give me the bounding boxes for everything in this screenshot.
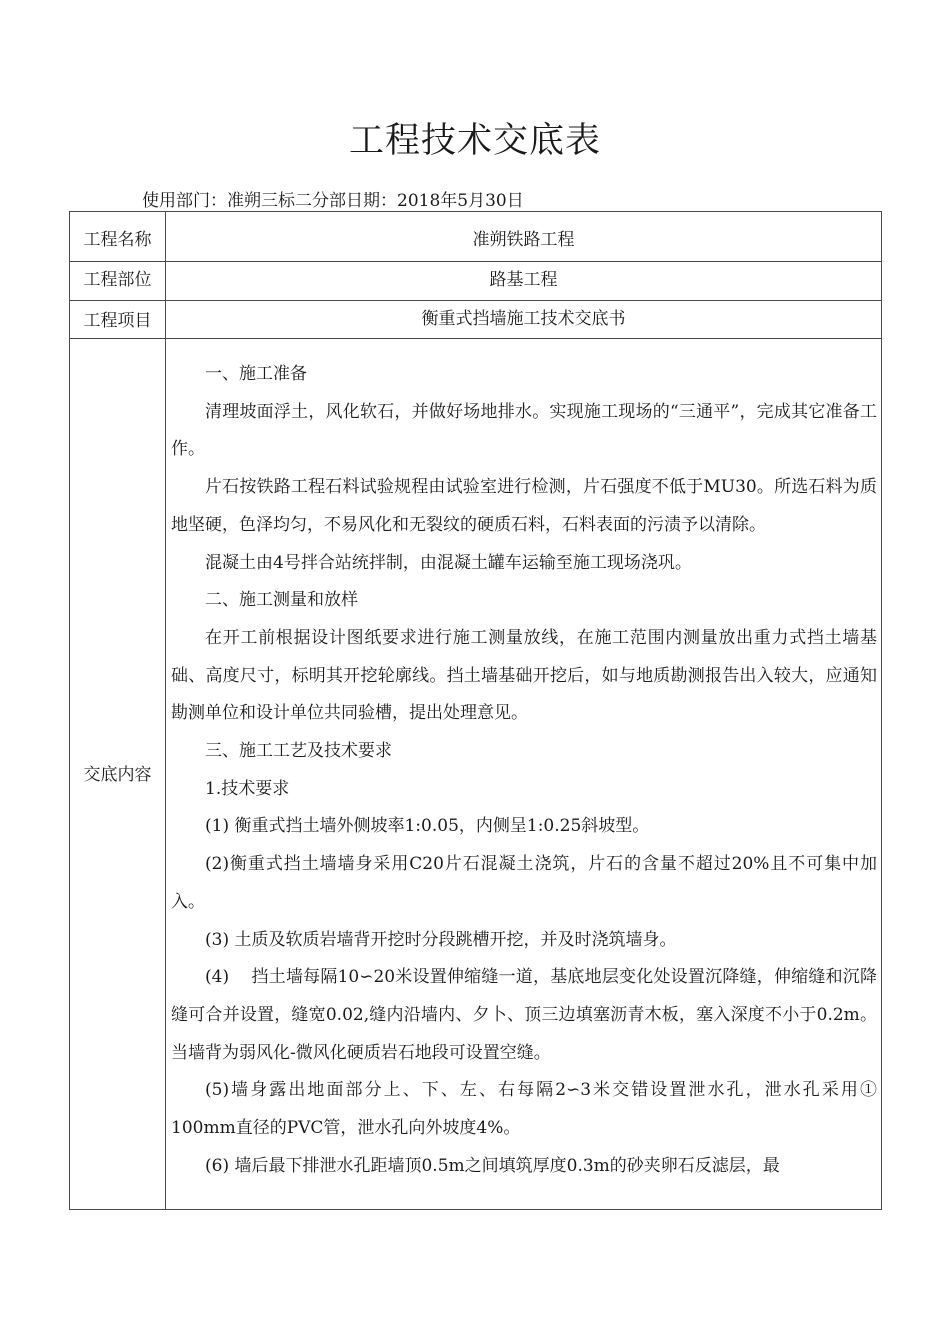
project-name-value: 准朔铁路工程 [472, 230, 575, 250]
document-title: 工程技术交底表 [348, 121, 601, 161]
department-date-line: 使用部门：准朔三标二分部日期：2018年5月30日 [142, 191, 524, 211]
row-divider [70, 338, 881, 339]
paragraph: 片石按铁路工程石料试验规程由试验室进行检测，片石强度不低于MU30。所选石料为质地坚硬，色泽均匀，不易风化和无裂纹的硬质石料，石料表面的污渍予以清除。 [171, 477, 877, 535]
requirement-item: (4) 挡土墙每隔10∽20米设置伸缩缝一道，基底地层变化处设置沉降缝，伸缩缝和沉降缝可合并设置，缝宽0.02,缝内沿墙内、夕卜、顶三边填塞沥青木板，塞入深度不小于0.2m。当墙背为弱风化-微风化硬质岩石地段可设置空缝。 [171, 967, 877, 1063]
paragraph: 混凝土由4号拌合站统拌制，由混凝土罐车运输至施工现场浇巩。 [205, 552, 692, 573]
paragraph: 清理坡面浮土，风化软石，并做好场地排水。实现施工现场的“三通平”，完成其它准备工作。 [171, 401, 877, 460]
requirement-item: (5)墙身露出地面部分上、下、左、右每隔2∽3米交错设置泄水孔，泄水孔采用① 100mm直径的PVC管，泄水孔向外坡度4%。 [171, 1080, 877, 1139]
project-part-value: 路基工程 [489, 270, 558, 290]
section-heading: 三、施工工艺及技术要求 [205, 741, 392, 762]
row-divider [70, 300, 881, 301]
requirement-item: (1) 衡重式挡土墙外侧坡率1:0.05，内侧呈1:0.25斜坡型。 [205, 816, 650, 837]
project-item-value: 衡重式挡墙施工技术交底书 [421, 309, 626, 329]
column-divider [165, 212, 166, 1209]
row-divider [70, 261, 881, 262]
requirement-item: (2)衡重式挡土墙墙身采用C20片石混凝土浇筑，片石的含量不超过20%且不可集中加入。 [171, 854, 877, 912]
disclosure-table [69, 211, 882, 1210]
project-name-label: 工程名称 [83, 230, 152, 250]
project-part-label: 工程部位 [83, 270, 152, 290]
subsection-heading: 1.技术要求 [205, 778, 290, 799]
requirement-item: (3) 土质及软质岩墙背开挖时分段跳槽开挖，并及时浇筑墙身。 [205, 929, 677, 950]
disclosure-content [171, 356, 877, 1185]
section-heading: 二、施工测量和放样 [205, 590, 358, 611]
paragraph: 在开工前根据设计图纸要求进行施工测量放线，在施工范围内测量放出重力式挡土墙基础、高度尺寸，标明其开挖轮廓线。挡土墙基础开挖后，如与地质勘测报告出入较大，应通知勘测单位和设计单位共同验槽，提出处理意见。 [171, 627, 877, 724]
project-item-label: 工程项目 [83, 311, 152, 331]
section-heading: 一、施工准备 [205, 364, 307, 384]
requirement-item: (6) 墙后最下排泄水孔距墙顶0.5m之间填筑厚度0.3m的砂夹卵石反滤层，最 [205, 1155, 780, 1176]
content-label: 交底内容 [83, 765, 152, 785]
